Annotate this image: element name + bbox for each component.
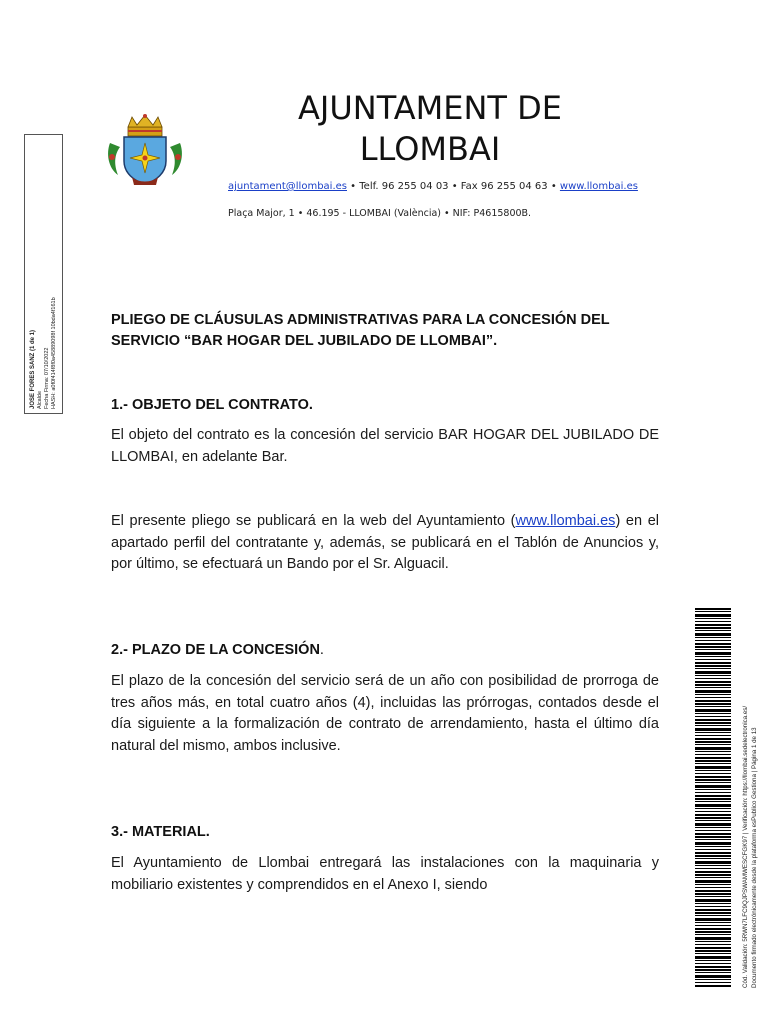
section-2-title-text: 2.- PLAZO DE LA CONCESIÓN: [111, 642, 320, 658]
verification-barcode: [695, 608, 731, 988]
coat-of-arms-logo: [104, 113, 186, 189]
email-link[interactable]: ajuntament@llombai.es: [228, 181, 347, 192]
signature-hash: HASH: a0f0f414f8f0a45889098f 10bda4f161b: [50, 297, 57, 409]
phone-fax-text: • Telf. 96 255 04 03 • Fax 96 255 04 63 •: [347, 181, 560, 192]
section-3-paragraph-1: El Ayuntamiento de Llombai entregará las instalaciones con la maquinaria y mobiliario existentes y comprendidos en el Anexo I, siendo: [111, 855, 659, 893]
signature-date: Fecha Firma: 07/10/2022: [43, 347, 50, 409]
website-link[interactable]: www.llombai.es: [559, 181, 638, 192]
section-2-title: [111, 640, 324, 660]
document-heading: PLIEGO DE CLÁUSULAS ADMINISTRATIVAS PARA LA CONCESIÓN DEL SERVICIO “BAR HOGAR DEL JUBILADO DE LLOMBAI”.: [111, 312, 610, 349]
contact-line: [228, 181, 638, 192]
signature-stamp: [24, 134, 63, 414]
section-1-paragraph-1: El objeto del contrato es la concesión del servicio BAR HOGAR DEL JUBILADO DE LLOMBAI, en adelante Bar.: [111, 427, 659, 465]
paragraph-text: El presente pliego se publicará en la web del Ayuntamiento (: [111, 513, 516, 529]
section-3-title: 3.- MATERIAL.: [111, 824, 210, 840]
paragraph-text: ) en el apartado perfil del contratante y, además, se publicará en el Tablón de Anuncios y, por último, se efectuará un Bando por el Sr. Alguacil.: [111, 513, 659, 573]
verification-text: [742, 648, 759, 988]
section-2-paragraph-1: El plazo de la concesión del servicio será de un año con posibilidad de prorroga de tres años más, en total cuatro años (4), incluidas las prórrogas, contados desde el día siguiente a la formalización de contrato de arrendamiento, hasta el último día natural del mismo, ambos inclusive.: [111, 673, 659, 755]
verification-code-line: Cód. Validación: 5RWN7LFC9QJPSWAMWESCFGK97 | Verificación: https://llombai.sedelectronica.es/: [742, 705, 749, 988]
website-link-inline[interactable]: www.llombai.es: [515, 513, 616, 529]
section-1-title: 1.- OBJETO DEL CONTRATO.: [111, 397, 313, 413]
signer-name: JOSE FORES SANZ (1 de 1): [29, 329, 36, 409]
signer-role: Alcalde: [36, 390, 43, 409]
page-title: AJUNTAMENT DE LLOMBAI: [298, 89, 562, 168]
section-1-paragraph-2: [111, 511, 659, 576]
verification-page-line: Documento firmado electrónicamente desde la plataforma esPublico Gestiona | Página 1 de 13: [750, 727, 758, 988]
address-line: Plaça Major, 1 • 46.195 - LLOMBAI (València) • NIF: P4615800B.: [228, 208, 532, 219]
signature-stamp-text: [30, 139, 58, 409]
section-2-title-period: .: [319, 642, 324, 658]
